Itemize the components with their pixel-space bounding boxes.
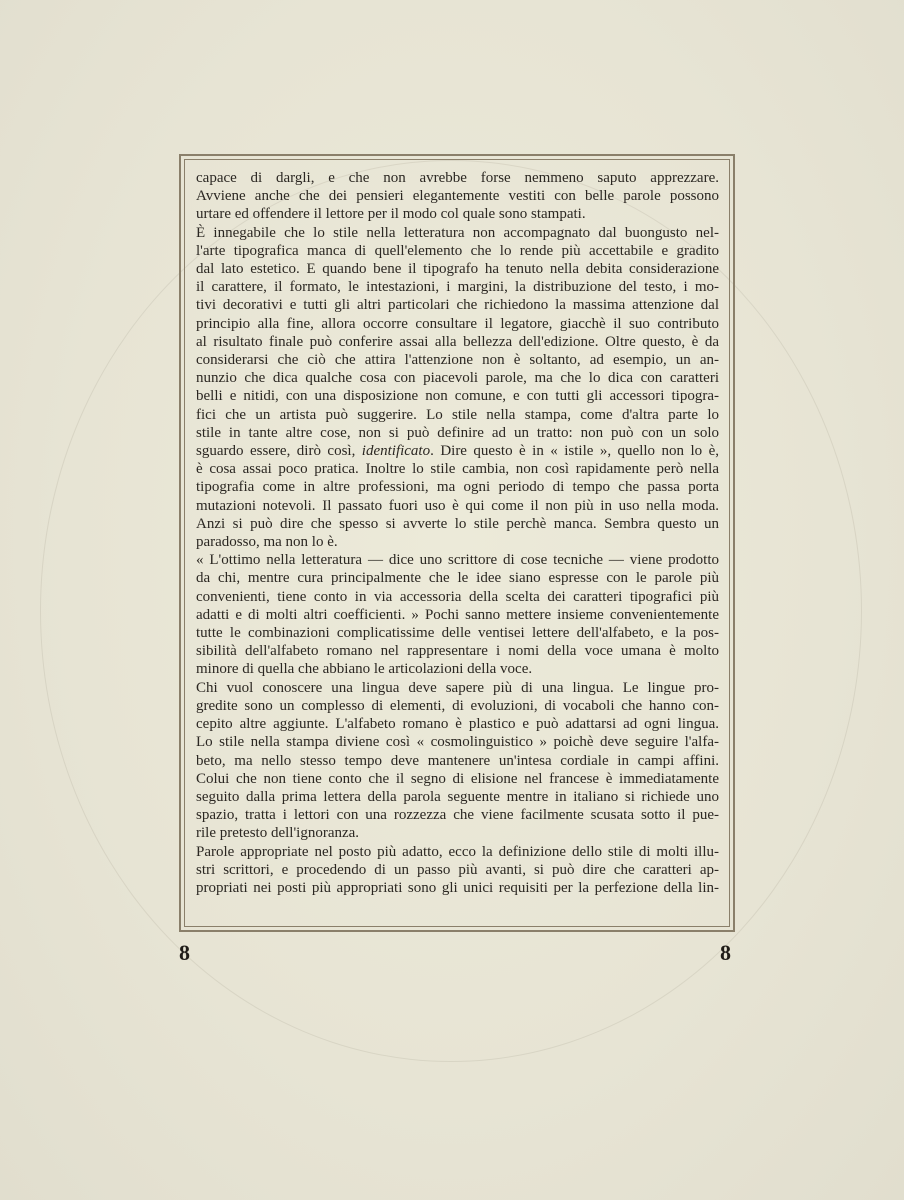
text-line: da chi, mentre cura principalmente che le idee siano espresse con le parole più [196,570,719,587]
text-line: Parole appropriate nel posto più adatto, ecco la definizione dello stile di molti illu- [196,843,719,860]
text-line: cepito altre aggiunte. L'alfabeto romano è plastico e può adattarsi ad ogni lingua. [196,716,719,733]
text-line: fici che un artista può suggerire. Lo stile nella stampa, come d'altra parte lo [196,406,719,423]
text-line: belli e nitidi, con una disposizione non comune, e con tutti gli accessori tipogra- [196,388,719,405]
body-text [196,169,719,897]
text-line: sibilità dell'alfabeto romano nel rappresentare i nomi della voce umana è molto [196,643,719,660]
text-line: minore di quella che abbiano le articolazioni della voce. [196,661,533,678]
text-line: Avviene anche che dei pensieri elegantemente vestiti con belle parole possono [196,188,719,205]
text-line: Chi vuol conoscere una lingua deve sapere più di una lingua. Le lingue pro- [196,679,719,696]
text-line: il carattere, il formato, le intestazioni, i margini, la distribuzione del testo, i mo- [196,279,719,296]
text-line: Lo stile nella stampa diviene così « cosmolinguistico » poichè deve seguire l'alfa- [196,734,719,751]
text-line: rile pretesto dell'ignoranza. [196,825,360,842]
page-number-left: 8 [179,940,190,965]
text-line: considerarsi che ciò che attira l'attenzione non è soltanto, ad esempio, un an- [196,352,719,369]
text-line: stri scrittori, e procedendo di un passo più avanti, si può dire che caratteri ap- [196,861,719,878]
text-line: è cosa assai poco pratica. Inoltre lo stile cambia, non così rapidamente però nella [196,461,719,478]
text-line: spazio, tratta i lettori con una rozzezza che viene facilmente scusata sotto il pue- [196,807,719,824]
text-line: stile in tante altre cose, non si può definire ad un tratto: non può con un solo [196,424,719,441]
text-line: urtare ed offendere il lettore per il modo col quale sono stampati. [196,206,586,223]
text-line: al risultato finale può conferire assai alla bellezza dell'edizione. Oltre questo, è da [196,333,719,350]
text-line: tipografia come in altre professioni, ma ogni periodo di tempo che passa porta [196,479,719,496]
text-line: Colui che non tiene conto che il segno di elisione nel francese è immediatamente [196,770,719,787]
text-line: tivi decorativi e tutti gli altri particolari che richiedono la massima attenzione dal [196,297,719,314]
text-line: propriati nei posti più appropriati sono gli unici requisiti per la perfezione della lin- [196,879,719,896]
page-number-right: 8 [720,940,731,965]
text-line: capace di dargli, e che non avrebbe forse nemmeno saputo apprezzare. [196,170,719,186]
text-line: beto, ma nello stesso tempo deve mantenere un'intesa cordiale in campi affini. [196,752,719,769]
text-line: « L'ottimo nella letteratura — dice uno scrittore di cose tecniche — viene prodotto [196,552,719,569]
text-line: l'arte tipografica manca di quell'elemento che lo rende più accettabile e gradito [196,242,719,259]
text-line: seguito dalla prima lettera della parola seguente mentre in italiano si richiede uno [196,788,719,805]
text-line: adatti e di molti altri coefficienti. » Pochi sanno mettere insieme convenientemente [196,606,719,623]
text-line: convenienti, tiene conto in via accessoria della scelta dei caratteri tipografici più [196,588,719,605]
text-line: principio alla fine, allora occorre consultare il legatore, giacchè il suo contributo [196,315,719,332]
text-line: paradosso, ma non lo è. [196,534,338,551]
text-line: mutazioni notevoli. Il passato fuori uso è qui come il non più in uso nella moda. [196,497,719,514]
text-line: Anzi si può dire che spesso si avverte lo stile perchè manca. Sembra questo un [196,515,719,532]
text-line: nunzio che dica qualche cosa con piacevoli parole, ma che lo dica con caratteri [196,370,719,387]
text-line: gredite sono un complesso di elementi, di evoluzioni, di vocaboli che hanno con- [196,697,719,714]
text-line: tutte le combinazioni complicatissime delle ventisei lettere dell'alfabeto, e la pos- [196,625,719,642]
text-line: sguardo essere, dirò così, identificato. Dire questo è in « istile », quello non lo è, [196,443,719,460]
text-line: dal lato estetico. E quando bene il tipografo ha tenuto nella debita considerazione [196,261,719,278]
text-line: È innegabile che lo stile nella letteratura non accompagnato dal buongusto nel- [196,224,719,241]
